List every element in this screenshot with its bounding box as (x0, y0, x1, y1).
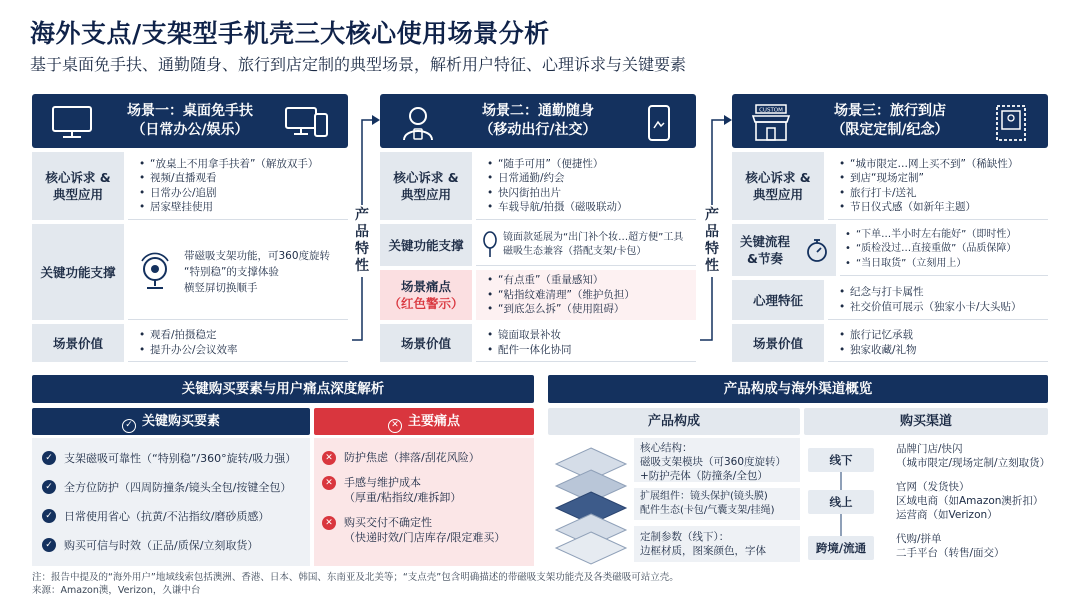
x-icon: ✕ (322, 451, 336, 465)
scene2-subtitle: （移动出行/社交） (479, 122, 597, 138)
bottom-right-banner: 产品构成与海外渠道概览 (548, 375, 1048, 403)
composition-extension: 扩展组件：镜头保护(镜头膜) 配件生态(卡包/气囊支架/挂绳) (634, 488, 800, 520)
channel-crossborder-text: 代购/拼单 二手平台（转售/面交） (896, 533, 1005, 559)
scene3-subtitle: （限定定制/纪念） (831, 122, 949, 138)
list-item: • “下单…半小时左右能好”（即时性） (844, 228, 1016, 243)
scene1-demand-content (128, 152, 348, 220)
scene3-process-label: 关键流程 &节奏 (732, 224, 836, 276)
list-item: • “到底怎么拆”（使用阻碍） (486, 302, 635, 317)
list-item: • 居家壁挂使用 (138, 200, 318, 215)
scene3-process-content (840, 224, 1048, 276)
photo-card-icon (994, 104, 1028, 142)
list-item: • 日常办公/追剧 (138, 186, 318, 201)
channel-offline-text: 品牌门店/快闪 （城市限定/现场定制/立刻取货） (896, 443, 1051, 469)
list-item: • 镜面取景补妆 (486, 328, 572, 343)
scene3-header (732, 94, 1048, 148)
scene2-title: 场景二：通勤随身 (482, 103, 594, 119)
scene3-value-label: 场景价值 (732, 324, 824, 362)
scene3-title: 场景三：旅行到店 (834, 103, 946, 119)
channel-online-text: 官网（发货快） 区域电商（如Amazon澳折扣） 运营商（如Verizon） (896, 481, 1044, 521)
list-item: • “当日取货”（立刻用上） (844, 257, 1016, 272)
footnote-source: 来源：Amazon澳，Verizon，久谦中台 (32, 584, 201, 596)
scene1-subtitle: （日常办公/娱乐） (131, 122, 249, 138)
footnotes (32, 572, 1048, 597)
scene3-demand-label: 核心诉求 & 典型应用 (732, 152, 824, 220)
footnote-note: 注：报告中提及的“海外用户”地域线索包括澳洲、香港、日本、韩国、东南亚及北美等；“支点壳”包含明确描述的带磁吸支架功能壳及各类磁吸可站立壳。 (32, 572, 679, 583)
list-item: • 旅行打卡/送礼 (838, 186, 1018, 201)
scene2-function-text: 镜面款延展为“出门补个妆…超方便”工具 磁吸生态兼容（搭配支架/卡包） (503, 231, 684, 257)
scene3-psych-content (828, 280, 1048, 320)
check-icon: ✓ (42, 451, 56, 465)
page-title: 海外支点/支架型手机壳三大核心使用场景分析 (30, 19, 550, 48)
scene2-pain-content (476, 270, 696, 320)
scene1-function-text: 带磁吸支架功能，可360度旋转 “特别稳”的支撑体验 横竖屏切换顺手 (184, 249, 331, 294)
list-item: • 社交价值可展示（独家小卡/大头贴） (838, 300, 1022, 315)
page-subtitle: 基于桌面免手扶、通勤随身、旅行到店定制的典型场景，解析用户特征、心理诉求与关键要素 (30, 55, 687, 74)
scene2-demand-label: 核心诉求 & 典型应用 (380, 152, 472, 220)
scene1-value-label: 场景价值 (32, 324, 124, 362)
check-circle-icon: ✓ (122, 419, 136, 433)
check-icon: ✓ (42, 480, 56, 494)
list-item: • 视频/直播观看 (138, 171, 318, 186)
pain-points-list (314, 438, 534, 566)
scene2-header (380, 94, 696, 148)
pain-points-header: ✕ 主要痛点 (314, 408, 534, 435)
list-item: • 旅行记忆承载 (838, 328, 917, 343)
list-item: • 快闪街拍出片 (486, 186, 628, 201)
list-item: • 到店“现场定制” (838, 171, 1018, 186)
scene1-function-label: 关键功能支撑 (32, 224, 124, 320)
list-item: ✓ 日常使用省心（抗黄/不沾指纹/磨砂质感） (42, 508, 310, 524)
scene3-demand-content (828, 152, 1048, 220)
list-item: • “粘指纹难清理”（维护负担） (486, 288, 635, 303)
list-item: • 配件一体化协同 (486, 343, 572, 358)
monitor-phone-icon (284, 104, 330, 140)
bottom-left-banner: 关键购买要素与用户痛点深度解析 (32, 375, 534, 403)
list-item: • 纪念与打卡属性 (838, 285, 1022, 300)
rotate-stand-icon (134, 251, 176, 293)
list-item: • 独家收藏/礼物 (838, 343, 917, 358)
scene2-function-content (476, 224, 696, 266)
scene1-value-content (128, 324, 348, 362)
scene2-demand-content (476, 152, 696, 220)
scene3-psych-label: 心理特征 (732, 280, 824, 320)
list-item: ✕ 防护焦虑（摔落/刮花风险） (322, 450, 534, 465)
scene2-value-label: 场景价值 (380, 324, 472, 362)
list-item: ✓ 购买可信与时效（正品/质保/立刻取货） (42, 537, 310, 553)
scene1-header (32, 94, 348, 148)
list-item: • “随手可用”（便捷性） (486, 157, 628, 172)
scene2-value-content (476, 324, 696, 362)
list-item: • 观看/拍摄稳定 (138, 328, 238, 343)
buy-factors-list (32, 438, 310, 566)
scene2-pain-label: 场景痛点 （红色警示） (380, 270, 472, 320)
list-item: • 提升办公/会议效率 (138, 343, 238, 358)
x-circle-icon: ✕ (388, 419, 402, 433)
list-item: • 日常通勤/约会 (486, 171, 628, 186)
list-item: • 车载导航/拍摄（磁吸联动） (486, 200, 628, 215)
stopwatch-icon (805, 237, 829, 263)
layers-stack-icon (552, 444, 630, 566)
scene1-demand-label: 核心诉求 & 典型应用 (32, 152, 124, 220)
buy-factors-header: ✓ 关键购买要素 (32, 408, 310, 435)
list-item: ✕ 购买交付不确定性 （快递时效/门店库存/限定难买） (322, 515, 534, 545)
list-item: ✕ 手感与维护成本 （厚重/粘指纹/难拆卸） (322, 475, 534, 505)
scene1-title: 场景一：桌面免手扶 (127, 103, 253, 119)
product-trait-label-1: 产品特性 (354, 205, 370, 277)
product-trait-label-2: 产品特性 (704, 205, 720, 277)
mirror-icon (482, 231, 498, 259)
composition-custom: 定制参数（线下）： 边框材质，图案颜色，字体 (634, 526, 800, 562)
check-icon: ✓ (42, 509, 56, 523)
list-item: ✓ 全方位防护（四周防撞条/镜头全包/按键全包） (42, 479, 310, 495)
composition-header: 产品构成 (548, 408, 800, 435)
channel-header: 购买渠道 (804, 408, 1048, 435)
list-item: ✓ 支架磁吸可靠性（“特别稳”/360°旋转/吸力强） (42, 450, 310, 466)
list-item: • “有点重”（重量感知） (486, 273, 635, 288)
phone-icon (644, 104, 674, 142)
scene2-function-label: 关键功能支撑 (380, 224, 472, 266)
list-item: • “放桌上不用拿手扶着”（解放双手） (138, 157, 318, 172)
check-icon: ✓ (42, 538, 56, 552)
svg-text:CUSTOM: CUSTOM (759, 107, 783, 114)
x-icon: ✕ (322, 516, 336, 530)
list-item: • “质检没过…直接重做”（品质保障） (844, 242, 1016, 257)
scene1-function-content (128, 224, 348, 320)
channel-offline-label: 线下 (808, 448, 874, 472)
x-icon: ✕ (322, 476, 336, 490)
scene3-value-content (828, 324, 1048, 362)
channel-online-label: 线上 (808, 490, 874, 514)
channel-crossborder-label: 跨境/流通 (808, 536, 874, 560)
list-item: • “城市限定…网上买不到”（稀缺性） (838, 157, 1018, 172)
list-item: • 节日仪式感（如新年主题） (838, 200, 1018, 215)
composition-core: 核心结构： 磁吸支架模块（可360度旋转） +防护壳体（防撞条/全包） (634, 438, 800, 482)
